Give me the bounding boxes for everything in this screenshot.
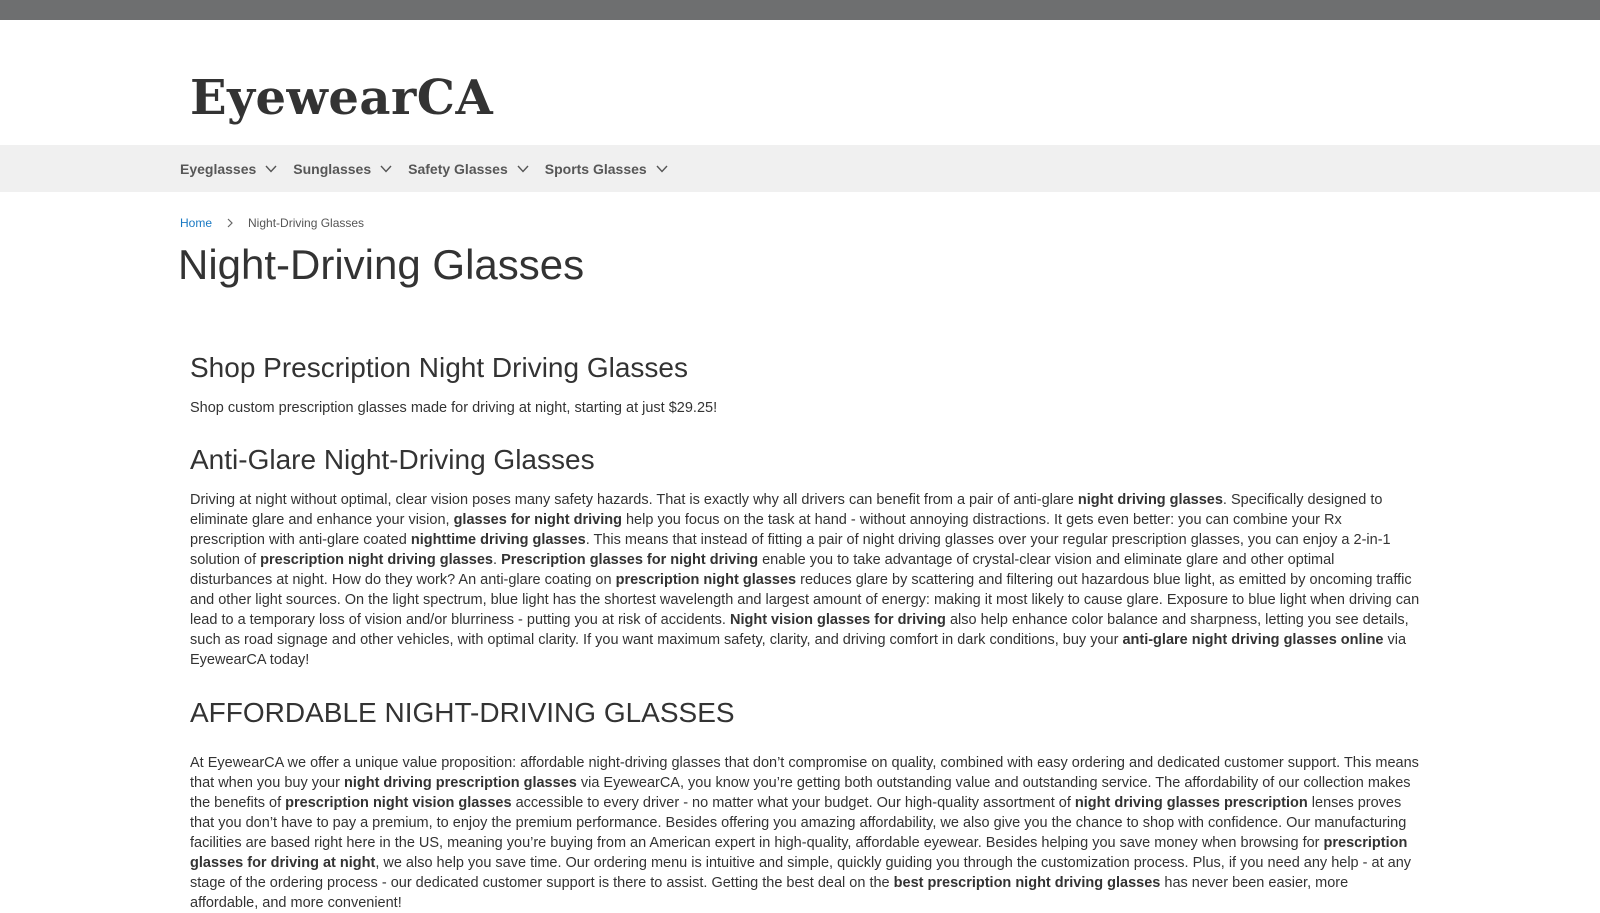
- breadcrumb: [180, 216, 364, 230]
- nav-item-safety-glasses[interactable]: [408, 161, 530, 177]
- chevron-right-icon: [226, 218, 234, 228]
- section-heading-affordable: AFFORDABLE NIGHT-DRIVING GLASSES: [190, 697, 735, 728]
- breadcrumb-home-link[interactable]: Home: [180, 216, 213, 230]
- nav-item-label: Eyeglasses: [180, 160, 257, 177]
- main-navigation: [0, 145, 1600, 192]
- nav-item-sunglasses[interactable]: [293, 161, 393, 177]
- chevron-down-icon: [655, 162, 669, 176]
- breadcrumb-current: Night-Driving Glasses: [248, 216, 365, 230]
- section-text-affordable: At EyewearCA we offer a unique value proposition: affordable night-driving glasses that don’t compromise on quality, combined with easy ordering and dedicated customer support. This means that when you buy your night driving prescription glasses via EyewearCA, you know you’re getting both outstanding value and outstanding service. The affordability of our collection makes the benefits of prescription night vision glasses accessible to every driver - no matter what your budget. Our high-quality assortment of night driving glasses prescription lenses proves that you don’t have to pay a premium, to enjoy the premium performance. Besides offering you amazing affordability, we also give you the chance to shop with confidence. Our manufacturing facilities are based right here in the US, meaning you’re buying from an American expert in high-quality, affordable eyewear. Besides helping you save money when browsing for prescription glasses for driving at night, we also help you save time. Our ordering menu is intuitive and simple, quickly guiding you through the customization process. Plus, if you need any help - at any stage of the ordering process - our dedicated customer support is there to assist. Getting the best deal on the best prescription night driving glasses has never been easier, more affordable, and more convenient!: [190, 755, 1419, 911]
- section-text-anti-glare: Driving at night without optimal, clear vision poses many safety hazards. That is exactly why all drivers can benefit from a pair of anti-glare night driving glasses. Specifically designed to eliminate glare and enhance your vision, glasses for night driving help you focus on the task at hand - without annoying distractions. It gets even better: you can combine your Rx prescription with anti-glare coated nighttime driving glasses. This means that instead of fitting a pair of night driving glasses over your regular prescription glasses, you can enjoy a 2-in-1 solution of prescription night driving glasses. Prescription glasses for night driving enable you to take advantage of crystal-clear vision and eliminate glare and other optimal disturbances at night. How do they work? An anti-glare coating on prescription night glasses reduces glare by scattering and filtering out hazardous blue light, as emitted by oncoming traffic and other light sources. On the light spectrum, blue light has the shortest wavelength and largest amount of energy: making it most likely to cause glare. Exposure to blue light when driving can lead to a temporary loss of vision and/or blurriness - putting you at risk of accidents. Night vision glasses for driving also help enhance color balance and sharpness, letting you see details, such as road signage and other vehicles, with optimal clarity. If you want maximum safety, clarity, and driving comfort in dark conditions, buy your anti-glare night driving glasses online via EyewearCA today!: [190, 492, 1420, 668]
- section-heading-shop: Shop Prescription Night Driving Glasses: [190, 352, 688, 383]
- section-text-shop: Shop custom prescription glasses made for driving at night, starting at just $29.25!: [190, 400, 718, 416]
- site-header: [0, 20, 1600, 145]
- page-title: Night-Driving Glasses: [178, 241, 585, 288]
- chevron-down-icon: [264, 162, 278, 176]
- site-logo[interactable]: EyewearCA: [190, 70, 494, 126]
- nav-item-label: Sports Glasses: [544, 160, 647, 177]
- chevron-down-icon: [379, 162, 393, 176]
- chevron-down-icon: [516, 162, 530, 176]
- nav-item-eyeglasses[interactable]: [180, 161, 278, 177]
- nav-item-label: Safety Glasses: [408, 160, 508, 177]
- nav-item-label: Sunglasses: [293, 160, 372, 177]
- nav-item-sports-glasses[interactable]: [545, 161, 669, 177]
- section-heading-anti-glare: Anti-Glare Night-Driving Glasses: [190, 444, 595, 475]
- top-bar: [0, 0, 1600, 20]
